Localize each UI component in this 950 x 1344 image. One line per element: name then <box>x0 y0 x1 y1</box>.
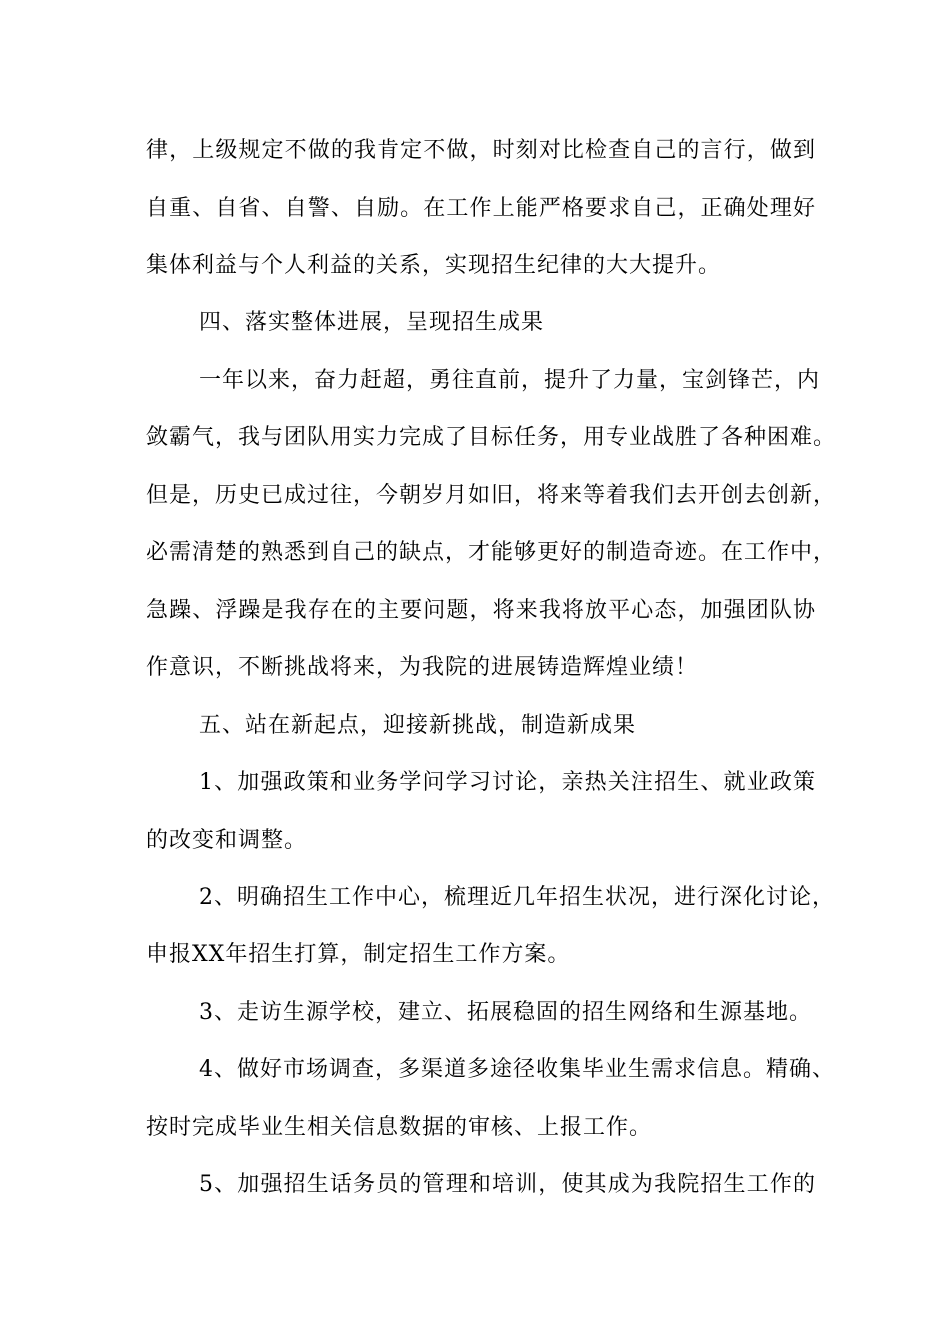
list-item-line: 按时完成毕业生相关信息数据的审核、上报工作。 <box>146 1115 653 1140</box>
list-item-line: 的改变和调整。 <box>146 828 308 853</box>
paragraph-line: 自重、自省、自警、自励。在工作上能严格要求自己，正确处理好 <box>146 196 816 221</box>
section-heading: 五、站在新起点，迎接新挑战，制造新成果 <box>199 713 637 738</box>
list-item-line: 3、走访生源学校，建立、拓展稳固的招生网络和生源基地。 <box>199 1000 812 1025</box>
list-item-line: 1、加强政策和业务学问学习讨论，亲热关注招生、就业政策 <box>199 770 816 795</box>
paragraph-line: 敛霸气，我与团队用实力完成了目标任务，用专业战胜了各种困难。 <box>146 425 837 450</box>
paragraph-line: 急躁、浮躁是我存在的主要问题，将来我将放平心态，加强团队协 <box>146 598 816 623</box>
paragraph-line: 必需清楚的熟悉到自己的缺点，才能够更好的制造奇迹。在工作中， <box>146 540 837 565</box>
section-heading: 四、落实整体进展，呈现招生成果 <box>199 310 545 335</box>
paragraph-line: 作意识，不断挑战将来，为我院的进展铸造辉煌业绩！ <box>146 655 699 680</box>
list-item-line: 2、明确招生工作中心，梳理近几年招生状况，进行深化讨论， <box>199 885 835 910</box>
paragraph-line: 律，上级规定不做的我肯定不做，时刻对比检查自己的言行，做到 <box>146 138 816 163</box>
list-item-line: 申报XX年招生打算，制定招生工作方案。 <box>146 942 571 967</box>
list-item-line: 4、做好市场调查，多渠道多途径收集毕业生需求信息。精确、 <box>199 1057 835 1082</box>
paragraph-line: 但是，历史已成过往，今朝岁月如旧，将来等着我们去开创去创新， <box>146 483 837 508</box>
paragraph-line: 集体利益与个人利益的关系，实现招生纪律的大大提升。 <box>146 253 722 278</box>
paragraph-line: 一年以来，奋力赶超，勇往直前，提升了力量，宝剑锋芒，内 <box>199 368 821 393</box>
list-item-line: 5、加强招生话务员的管理和培训，使其成为我院招生工作的 <box>199 1172 816 1197</box>
